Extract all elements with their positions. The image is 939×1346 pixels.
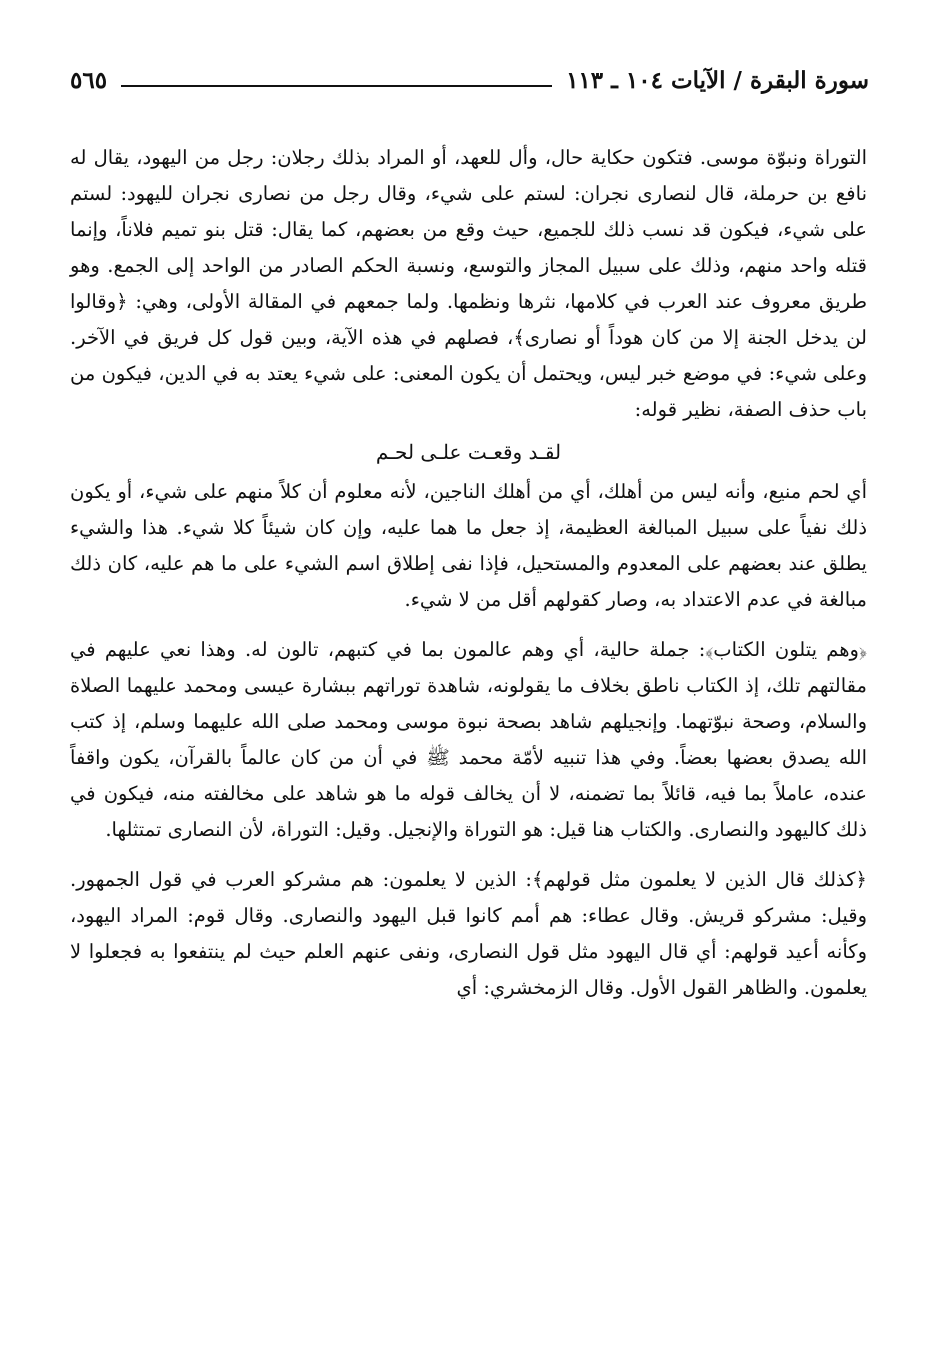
running-header (70, 60, 869, 100)
header-title: سورة البقرة / الآيات ١٠٤ ـ ١١٣ (566, 66, 869, 94)
paragraph: التوراة ونبوّة موسى. فتكون حكاية حال، وأل للعهد، أو المراد بذلك رجلان: رجل من اليهود، يقال له نافع بن حرملة، قال لنصارى نجران: لستم على شيء، وقال رجل من نصارى نجران لليهود: لستم على شيء، فيكون قد نسب ذلك للجميع، حيث وقع من بعضهم، كما يقال: قتل بنو تميم فلاناً، وإنما قتله واحد منهم، وذلك على سبيل المجاز والتوسع، ونسبة الحكم الصادر من الواحد إلى الجمع. وهو طريق معروف عند العرب في كلامها، نثرها ونظمها. ولما جمعهم في المقالة الأولى، وهي: ﴿وقالوا لن يدخل الجنة إلا من كان هوداً أو نصارى﴾، فصلهم في هذه الآية، وبين قول كل فريق في الآخر. وعلى شيء: في موضع خبر ليس، ويحتمل أن يكون المعنى: على شيء يعتد به في الدين، فيكون من باب حذف الصفة، نظير قوله: (70, 146, 867, 421)
paragraph: ﴿كذلك قال الذين لا يعلمون مثل قولهم﴾: الذين لا يعلمون: هم مشركو العرب في قول الجمهور. وقيل: مشركو قريش. وقال عطاء: هم أمم كانوا قبل اليهود والنصارى. وقال قوم: المراد اليهود، وكأنه أعيد قولهم: أي قال اليهود مثل قول النصارى، ونفى عنهم العلم حيث لم ينتفعوا به فجعلوا لا يعلمون. والظاهر القول الأول. وقال الزمخشري: أي (70, 868, 867, 999)
poetry-verse: لقـد وقعـت علـى لحـم (375, 440, 562, 464)
paragraph: ﴿وهم يتلون الكتاب﴾: جملة حالية، أي وهم عالمون بما في كتبهم، تالون له. وهذا نعي عليهم في مقالتهم تلك، إذ الكتاب ناطق بخلاف ما يقولونه، شاهدة توراتهم ببشارة عيسى ومحمد عليهما الصلاة والسلام، وصحة نبوّتهما. وإنجيلهم شاهد بصحة نبوة موسى ومحمد صلى الله عليهما وسلم، إذ كتب الله يصدق بعضها بعضاً. وفي هذا تنبيه لأمّة محمد ﷺ في أن من كان عالماً بالقرآن، يكون واقفاً عنده، عاملاً بما فيه، قائلاً بما تضمنه، لا أن يخالف قوله ما هو شاهد على مخالفته منه، فيكون في ذلك كاليهود والنصارى. والكتاب هنا قيل: هو التوراة والإنجيل. وقيل: التوراة، لأن النصارى تمتثلها. (70, 638, 867, 841)
paragraph: أي لحم منيع، وأنه ليس من أهلك، أي من أهلك الناجين، لأنه معلوم أن كلاً منهم على شيء، أو يكون ذلك نفياً على سبيل المبالغة العظيمة، إذ جعل ما هما عليه، وإن كان شيئاً كلا شيء. هذا والشيء يطلق عند بعضهم على المعدوم والمستحيل، فإذا نفى إطلاق اسم الشيء على ما هم عليه، كان ذلك مبالغة في عدم الاعتداد به، وصار كقولهم أقل من لا شيء. (70, 480, 867, 611)
header-rule (121, 85, 552, 87)
page-number: ٥٦٥ (70, 66, 108, 94)
page-body (70, 140, 867, 1006)
